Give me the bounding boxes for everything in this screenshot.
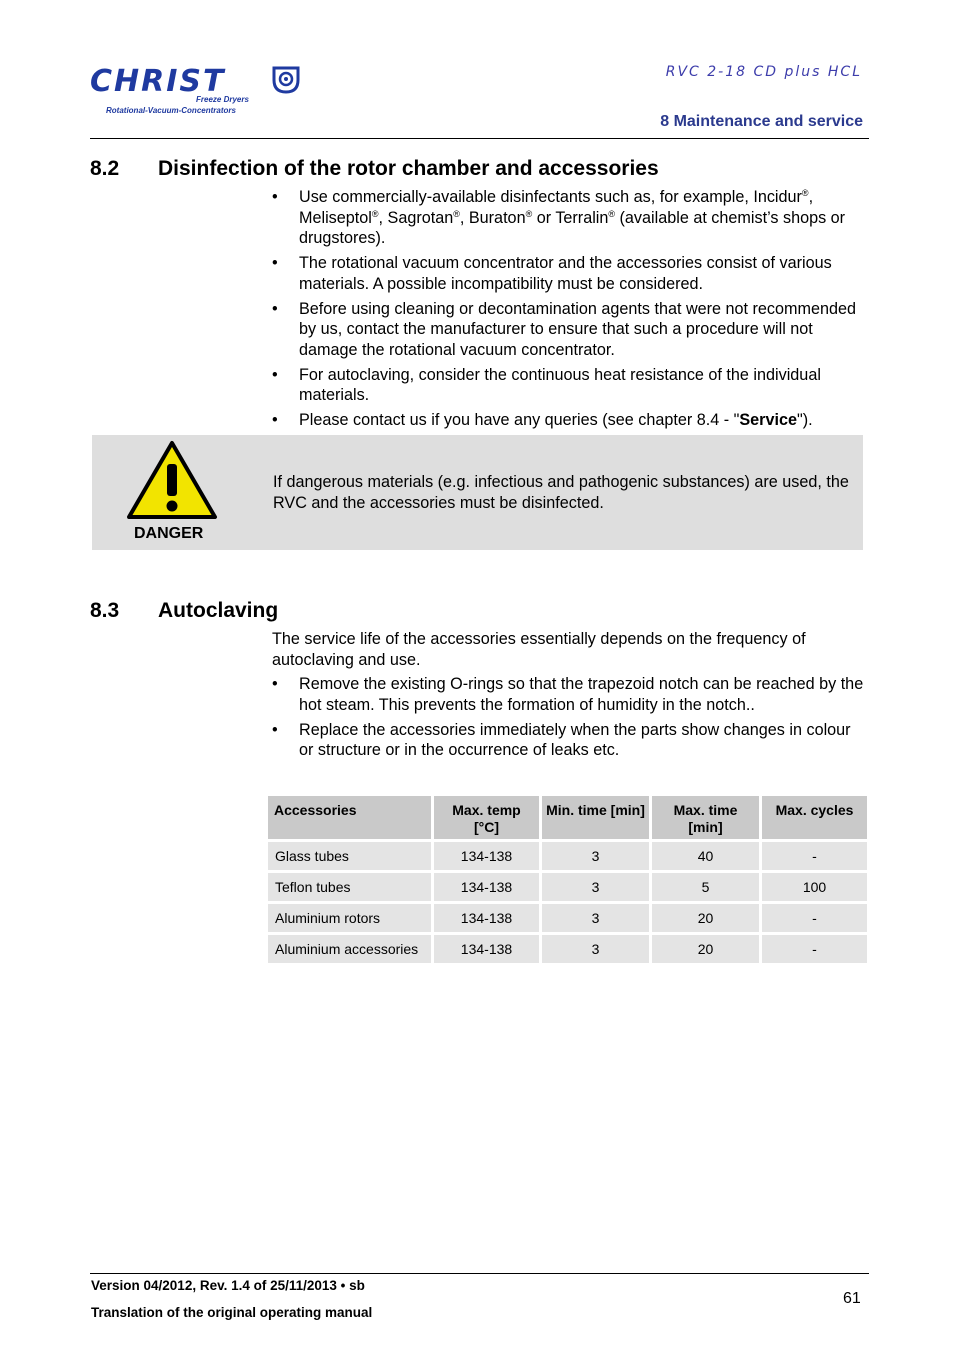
section-number: 8.2: [90, 157, 120, 180]
brand-logo-icon: [272, 66, 304, 94]
col-header-min-time: Min. time [min]: [542, 796, 649, 839]
registered-mark: ®: [801, 188, 809, 198]
table-header-row: [268, 796, 867, 839]
bullet-text: ").: [796, 411, 813, 429]
section-8-3-heading: [90, 599, 278, 623]
table-row: [268, 904, 867, 932]
col-header-max-time: Max. time [min]: [652, 796, 759, 839]
table-cell: 3: [542, 842, 649, 870]
table-cell: Teflon tubes: [268, 873, 431, 901]
bullet-text: , Buraton: [459, 208, 526, 227]
list-item: • Remove the existing O-rings so that the trapezoid notch can be reached by the hot steam. This prevents the formation of humidity in the notch..: [272, 674, 864, 715]
table-cell: -: [762, 935, 867, 963]
section-number: 8.3: [90, 599, 120, 622]
table-cell: Aluminium rotors: [268, 904, 431, 932]
list-item: [272, 187, 864, 249]
bullet-text: , Sagrotan: [378, 208, 454, 227]
danger-label: DANGER: [134, 525, 204, 542]
table-row: [268, 873, 867, 901]
table-cell: -: [762, 842, 867, 870]
table-cell: 5: [652, 873, 759, 901]
table-cell: 3: [542, 935, 649, 963]
bullet-text: Use commercially-available disinfectants such as, for example, Incidur: [299, 188, 802, 206]
table-cell: 20: [652, 904, 759, 932]
table-cell: 134-138: [434, 873, 539, 901]
table-cell: Aluminium accessories: [268, 935, 431, 963]
bullet-text: , Meliseptol: [299, 188, 814, 227]
registered-mark: ®: [371, 208, 379, 219]
service-reference: Service: [739, 411, 797, 429]
section-8-2-heading: [90, 157, 659, 181]
logo-subtitle-freeze-dryers: Freeze Dryers: [196, 95, 249, 104]
warning-triangle-icon: [126, 440, 218, 520]
table-row: [268, 842, 867, 870]
bullet-text: (available at chemist’s shops or drugstores).: [299, 208, 846, 247]
autoclaving-table: [265, 793, 870, 966]
col-header-accessories: Accessories: [268, 796, 431, 839]
danger-text: If dangerous materials (e.g. infectious and pathogenic substances) are used, the RVC and the accessories must be disinfected.: [273, 473, 849, 512]
logo-subtitle-rvc: Rotational-Vacuum-Concentrators: [106, 106, 236, 115]
chapter-heading: 8 Maintenance and service: [660, 113, 863, 130]
table-cell: 20: [652, 935, 759, 963]
header-divider: [90, 138, 869, 139]
section-title: Autoclaving: [158, 599, 279, 622]
footer-version: Version 04/2012, Rev. 1.4 of 25/11/2013 • sb: [91, 1278, 365, 1293]
list-item: • For autoclaving, consider the continuous heat resistance of the individual materials.: [272, 365, 864, 406]
table-cell: 40: [652, 842, 759, 870]
section-title: Disinfection of the rotor chamber and accessories: [158, 157, 659, 180]
col-header-max-cycles: Max. cycles: [762, 796, 867, 839]
footer-translation-note: Translation of the original operating manual: [91, 1305, 373, 1320]
table-cell: 134-138: [434, 842, 539, 870]
autoclaving-intro: The service life of the accessories essentially depends on the frequency of autoclaving and use.: [272, 630, 806, 669]
product-name: RVC 2-18 CD plus HCL: [665, 64, 862, 80]
table-cell: 134-138: [434, 904, 539, 932]
table-cell: -: [762, 904, 867, 932]
table-row: [268, 935, 867, 963]
list-item: [272, 410, 864, 431]
table-cell: 3: [542, 904, 649, 932]
table-cell: 100: [762, 873, 867, 901]
autoclaving-bullet-list: [272, 674, 864, 765]
table-cell: 3: [542, 873, 649, 901]
registered-mark: ®: [525, 208, 533, 219]
bullet-text: or Terralin: [532, 208, 609, 227]
registered-mark: ®: [608, 208, 616, 219]
brand-logo-text: CHRIST: [90, 64, 226, 99]
table-cell: 134-138: [434, 935, 539, 963]
registered-mark: ®: [453, 208, 460, 219]
page-number: 61: [843, 1290, 861, 1307]
bullet-text: Please contact us if you have any queries (see chapter 8.4 - ": [299, 411, 740, 429]
list-item: • Replace the accessories immediately when the parts show changes in colour or structure or in the occurrence of leaks etc.: [272, 720, 864, 761]
disinfection-bullet-list: [272, 187, 864, 435]
list-item: • The rotational vacuum concentrator and the accessories consist of various materials. A possible incompatibility must be considered.: [272, 253, 864, 294]
table-cell: Glass tubes: [268, 842, 431, 870]
footer-divider: [90, 1273, 869, 1274]
list-item: • Before using cleaning or decontamination agents that were not recommended by us, contact the manufacturer to ensure that such a procedure will not damage the rotational vacuum concentrator.: [272, 299, 864, 361]
col-header-max-temp: Max. temp [°C]: [434, 796, 539, 839]
